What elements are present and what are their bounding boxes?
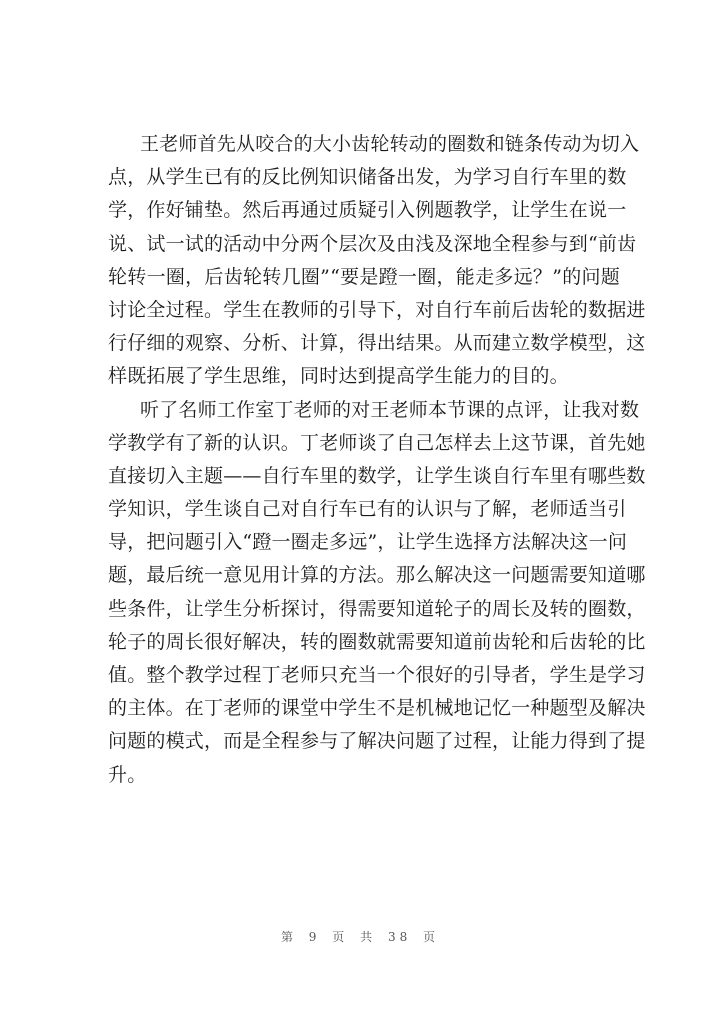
footer-gong: 共 — [360, 930, 377, 944]
paragraph-line: 直接切入主题——自行车里的数学，让学生谈自行车里有哪些数 — [108, 464, 646, 487]
paragraph-line: 值。整个教学过程丁老师只充当一个很好的引导者，学生是学习 — [108, 664, 646, 686]
paragraph-line: 题，最后统一意见用计算的方法。那么解决这一问题需要知道哪 — [108, 564, 646, 587]
footer-total-pages: 38 — [387, 930, 412, 944]
paragraph-line: 轮子的周长很好解决，转的圈数就需要知道前齿轮和后齿轮的比 — [108, 630, 646, 653]
paragraph-line: 点，从学生已有的反比例知识储备出发，为学习自行车里的数 — [108, 166, 627, 189]
paragraph-line: 王老师首先从咬合的大小齿轮转动的圈数和链条传动为切入 — [140, 133, 640, 155]
body-text — [108, 128, 646, 792]
footer-page-number: 9 — [308, 930, 321, 944]
paragraph-line: 些条件，让学生分析探讨，得需要知道轮子的周长及转的圈数， — [108, 597, 646, 620]
paragraph-line: 升。 — [108, 763, 147, 786]
footer-di: 第 — [280, 930, 297, 944]
footer-ye: 页 — [332, 930, 349, 944]
paragraph-line: 讨论全过程。学生在教师的引导下，对自行车前后齿轮的数据进 — [108, 298, 646, 321]
paragraph-line: 学，作好铺垫。然后再通过质疑引入例题教学，让学生在说一 — [108, 199, 627, 222]
paragraph-2 — [108, 394, 646, 792]
paragraph-line: 问题的模式，而是全程参与了解决问题了过程，让能力得到了提 — [108, 730, 646, 753]
paragraph-line: 样既拓展了学生思维，同时达到提高学生能力的目的。 — [108, 365, 569, 388]
paragraph-line: 听了名师工作室丁老师的对王老师本节课的点评，让我对数 — [140, 398, 640, 421]
paragraph-line: 学教学有了新的认识。丁老师谈了自己怎样去上这节课，首先她 — [108, 431, 646, 454]
paragraph-1 — [108, 128, 646, 394]
paragraph-line: 的主体。在丁老师的课堂中学生不是机械地记忆一种题型及解决 — [108, 697, 646, 720]
page-footer — [0, 928, 720, 945]
paragraph-line: 学知识，学生谈自己对自行车已有的认识与了解，老师适当引 — [108, 498, 627, 521]
footer-ye-end: 页 — [423, 930, 440, 944]
paragraph-line: 轮转一圈，后齿轮转几圈”“要是蹬一圈，能走多远？”的问题 — [108, 265, 620, 288]
paragraph-line: 说、试一试的活动中分两个层次及由浅及深地全程参与到“前齿 — [108, 232, 637, 255]
paragraph-line: 导，把问题引入“蹬一圈走多远”，让学生选择方法解决这一问 — [108, 531, 628, 554]
paragraph-line: 行仔细的观察、分析、计算，得出结果。从而建立数学模型，这 — [108, 332, 646, 355]
